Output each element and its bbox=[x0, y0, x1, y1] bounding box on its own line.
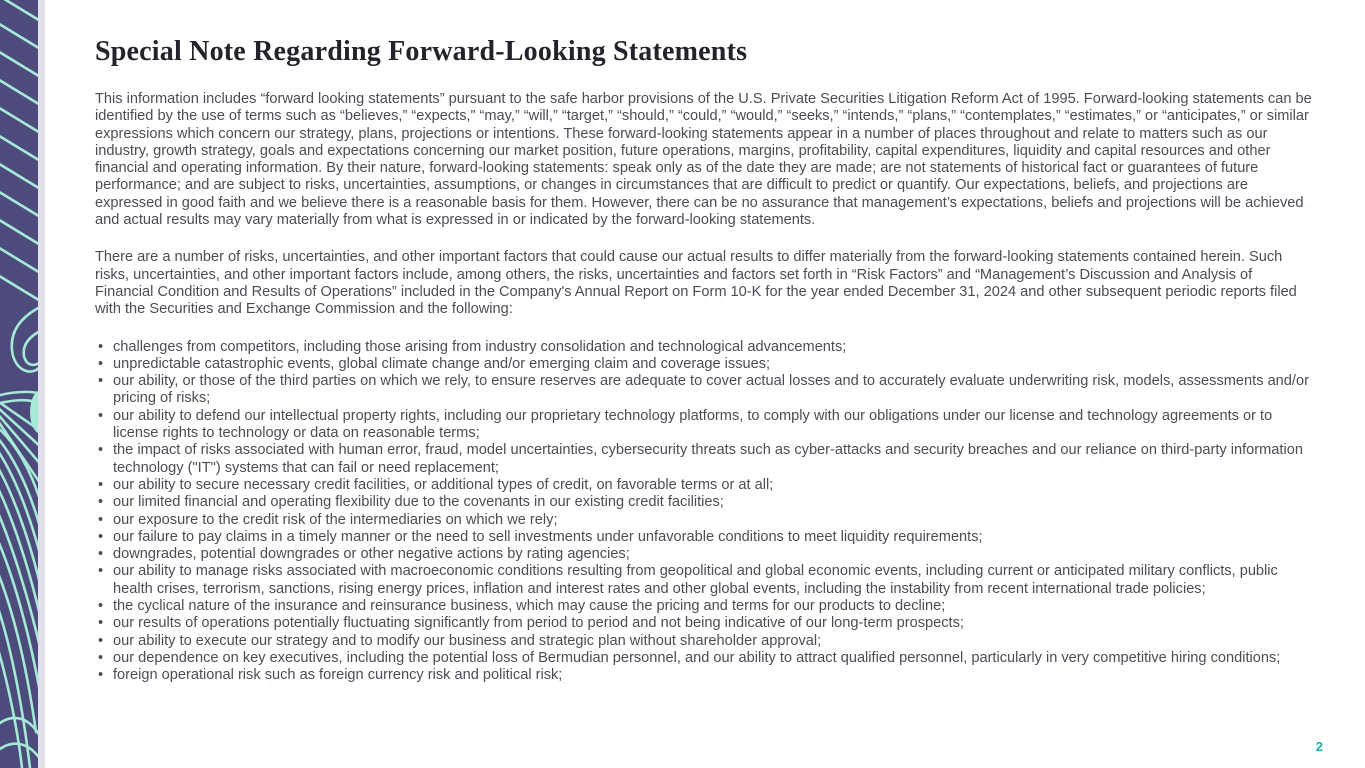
list-item: • our dependence on key executives, including the potential loss of Bermudian personnel, and our ability to attract qualified personnel, particularly in very competitive hiring conditions; bbox=[97, 650, 1313, 667]
list-item: • foreign operational risk such as foreign currency risk and political risk; bbox=[97, 667, 1313, 684]
intro-paragraph: This information includes “forward looking statements” pursuant to the safe harbor provisions of the U.S. Private Securities Litigation Reform Act of 1995. Forward-looking statements can be identified by the use of terms such as “believes,” “expects,” “may,” “will,” “target,” “should,” “could,” “would,” “seeks,” “intends,” “plans,” “contemplates,” “estimates,” or “anticipates,” or similar expressions which concern our strategy, plans, projections or intentions. These forward-looking statements appear in a number of places throughout and relate to matters such as our industry, growth strategy, goals and expectations concerning our market position, future operations, margins, profitability, capital expenditures, liquidity and capital resources and other financial and operating information. By their nature, forward-looking statements: speak only as of the date they are made; are not statements of historical fact or guarantees of future performance; and are subject to risks, uncertainties, assumptions, or changes in circumstances that are difficult to predict or quantify. Our expectations, beliefs, and projections are expressed in good faith and we believe there is a reasonable basis for them. However, there can be no assurance that management’s expectations, beliefs and projections will be achieved and actual results may vary materially from what is expressed in or indicated by the forward-looking statements. bbox=[95, 91, 1312, 229]
list-item: • our ability to manage risks associated with macroeconomic conditions resulting from geopolitical and global economic events, including current or anticipated military conflicts, public health crises, terrorism, sanctions, rising energy prices, inflation and interest rates and other global events, including the instability from recent international trade policies; bbox=[97, 563, 1313, 598]
risk-factors-paragraph: There are a number of risks, uncertainties, and other important factors that could cause our actual results to differ materially from the forward-looking statements contained herein. Such risks, uncertainties, and other important factors include, among others, the risks, uncertainties and factors set forth in “Risk Factors” and “Management’s Discussion and Analysis of Financial Condition and Results of Operations” included in the Company's Annual Report on Form 10-K for the year ended December 31, 2024 and other subsequent periodic reports filed with the Securities and Exchange Commission and the following: bbox=[95, 249, 1297, 318]
contour-pattern-graphic bbox=[0, 0, 38, 768]
list-item: • our ability, or those of the third parties on which we rely, to ensure reserves are adequate to cover actual losses and to accurately evaluate underwriting risk, models, assessments and/or pricing of risks; bbox=[97, 373, 1313, 408]
list-item: • our exposure to the credit risk of the intermediaries on which we rely; bbox=[97, 512, 1313, 529]
list-item: • our limited financial and operating flexibility due to the covenants in our existing credit facilities; bbox=[97, 494, 1313, 511]
list-item: • our ability to execute our strategy and to modify our business and strategic plan without shareholder approval; bbox=[97, 633, 1313, 650]
list-item: • downgrades, potential downgrades or other negative actions by rating agencies; bbox=[97, 546, 1313, 563]
list-item: • our results of operations potentially fluctuating significantly from period to period and not being indicative of our long-term prospects; bbox=[97, 615, 1313, 632]
list-item: • our ability to defend our intellectual property rights, including our proprietary technology platforms, to comply with our obligations under our license and technology agreements or to license rights to technology or data on reasonable terms; bbox=[97, 408, 1313, 443]
page-content bbox=[95, 0, 1313, 768]
list-item: • challenges from competitors, including those arising from industry consolidation and technological advancements; bbox=[97, 339, 1313, 356]
list-item: • the cyclical nature of the insurance and reinsurance business, which may cause the pricing and terms for our products to decline; bbox=[97, 598, 1313, 615]
decorative-sidebar bbox=[0, 0, 38, 768]
list-item: • unpredictable catastrophic events, global climate change and/or emerging claim and coverage issues; bbox=[97, 356, 1313, 373]
list-item: • the impact of risks associated with human error, fraud, model uncertainties, cybersecurity threats such as cyber-attacks and security breaches and our reliance on third-party information technology ("IT") systems that can fail or need replacement; bbox=[97, 442, 1313, 477]
risk-list bbox=[95, 339, 1313, 685]
page-number: 2 bbox=[1315, 739, 1323, 754]
page-title: Special Note Regarding Forward-Looking Statements bbox=[95, 36, 748, 67]
list-item: • our failure to pay claims in a timely manner or the need to sell investments under unfavorable conditions to meet liquidity requirements; bbox=[97, 529, 1313, 546]
sidebar-separator bbox=[38, 0, 45, 768]
list-item: • our ability to secure necessary credit facilities, or additional types of credit, on favorable terms or at all; bbox=[97, 477, 1313, 494]
